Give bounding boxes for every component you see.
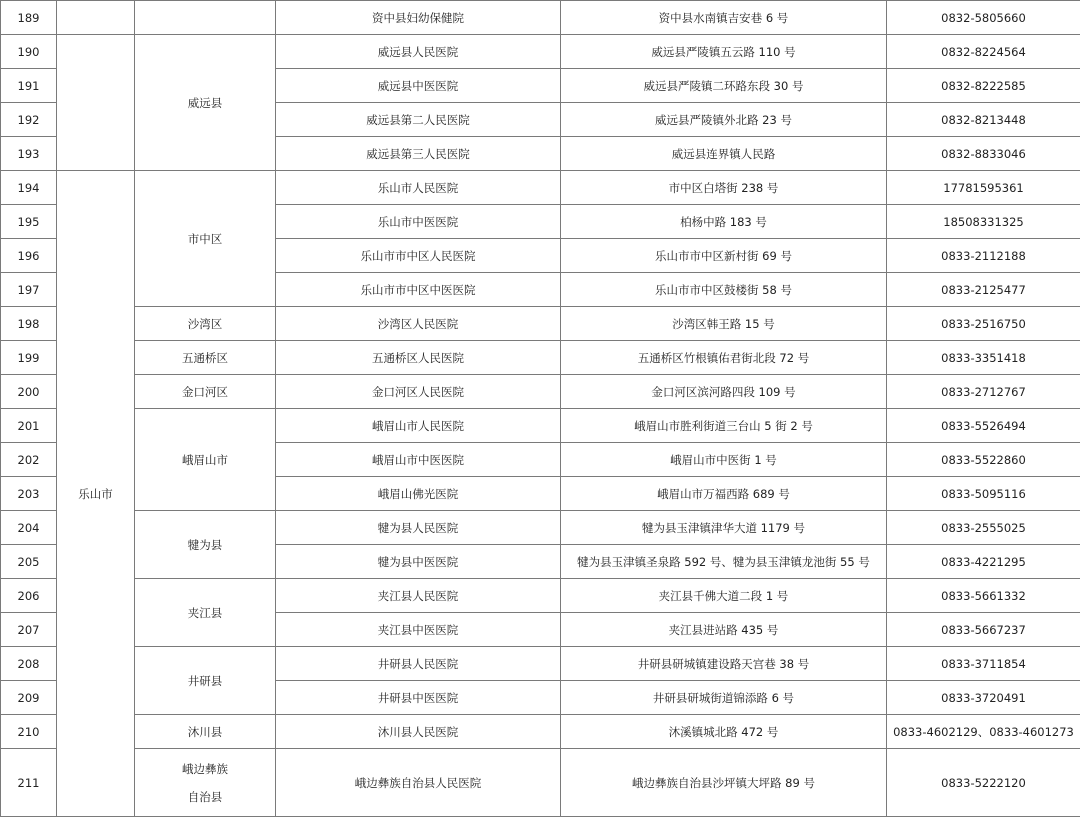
hospital-name: 井研县人民医院: [276, 647, 561, 681]
hospital-name: 沙湾区人民医院: [276, 307, 561, 341]
hospital-phone: 0833-5661332: [887, 579, 1080, 613]
hospital-name: 峨眉山佛光医院: [276, 477, 561, 511]
table-row: [1, 579, 1080, 613]
row-number: 198: [1, 307, 57, 341]
hospital-name: 五通桥区人民医院: [276, 341, 561, 375]
row-number: 202: [1, 443, 57, 477]
hospital-phone: 0833-2516750: [887, 307, 1080, 341]
hospital-name: 峨眉山市中医医院: [276, 443, 561, 477]
hospital-phone: 0833-2112188: [887, 239, 1080, 273]
row-number: 194: [1, 171, 57, 205]
hospital-phone: 17781595361: [887, 171, 1080, 205]
hospital-address: 峨眉山市胜利街道三台山 5 街 2 号: [561, 409, 887, 443]
hospital-phone: 18508331325: [887, 205, 1080, 239]
hospital-phone: 0832-8222585: [887, 69, 1080, 103]
hospital-name: 资中县妇幼保健院: [276, 1, 561, 35]
hospital-name: 金口河区人民医院: [276, 375, 561, 409]
hospital-address: 资中县水南镇吉安巷 6 号: [561, 1, 887, 35]
hospital-name: 犍为县人民医院: [276, 511, 561, 545]
hospital-phone: 0833-4602129、0833-4601273: [887, 715, 1080, 749]
hospital-phone: 0833-3711854: [887, 647, 1080, 681]
hospital-name: 峨眉山市人民医院: [276, 409, 561, 443]
hospital-name: 犍为县中医医院: [276, 545, 561, 579]
hospital-name: 乐山市市中区人民医院: [276, 239, 561, 273]
hospital-address: 峨眉山市中医街 1 号: [561, 443, 887, 477]
table-row: [1, 1, 1080, 35]
county-cell: 井研县: [135, 647, 276, 715]
table-row: [1, 647, 1080, 681]
hospital-name: 威远县人民医院: [276, 35, 561, 69]
city-cell: [57, 35, 135, 171]
hospital-address: 夹江县进站路 435 号: [561, 613, 887, 647]
hospital-phone: 0833-3351418: [887, 341, 1080, 375]
hospital-address: 峨眉山市万福西路 689 号: [561, 477, 887, 511]
county-cell: [135, 1, 276, 35]
row-number: 206: [1, 579, 57, 613]
county-cell: 市中区: [135, 171, 276, 307]
county-cell: 夹江县: [135, 579, 276, 647]
county-cell: 金口河区: [135, 375, 276, 409]
city-cell: 乐山市: [57, 171, 135, 817]
hospital-phone: 0833-5526494: [887, 409, 1080, 443]
row-number: 199: [1, 341, 57, 375]
hospital-address: 夹江县千佛大道二段 1 号: [561, 579, 887, 613]
hospital-name: 井研县中医医院: [276, 681, 561, 715]
row-number: 193: [1, 137, 57, 171]
hospital-address: 威远县严陵镇五云路 110 号: [561, 35, 887, 69]
table-row: [1, 749, 1080, 817]
hospital-name: 威远县第三人民医院: [276, 137, 561, 171]
hospital-address: 井研县研城镇建设路天宫巷 38 号: [561, 647, 887, 681]
hospital-address: 犍为县玉津镇圣泉路 592 号、犍为县玉津镇龙池街 55 号: [561, 545, 887, 579]
row-number: 192: [1, 103, 57, 137]
row-number: 203: [1, 477, 57, 511]
hospital-phone: 0832-5805660: [887, 1, 1080, 35]
row-number: 211: [1, 749, 57, 817]
row-number: 210: [1, 715, 57, 749]
county-cell: 五通桥区: [135, 341, 276, 375]
row-number: 197: [1, 273, 57, 307]
hospital-phone: 0833-5667237: [887, 613, 1080, 647]
county-cell: 犍为县: [135, 511, 276, 579]
hospital-phone: 0832-8224564: [887, 35, 1080, 69]
hospital-phone: 0832-8833046: [887, 137, 1080, 171]
county-cell: 沐川县: [135, 715, 276, 749]
row-number: 208: [1, 647, 57, 681]
hospital-address: 沙湾区韩王路 15 号: [561, 307, 887, 341]
hospital-address: 金口河区滨河路四段 109 号: [561, 375, 887, 409]
hospital-phone: 0832-8213448: [887, 103, 1080, 137]
hospital-name: 峨边彝族自治县人民医院: [276, 749, 561, 817]
hospital-address: 乐山市市中区新村街 69 号: [561, 239, 887, 273]
hospital-name: 乐山市人民医院: [276, 171, 561, 205]
hospital-phone: 0833-5095116: [887, 477, 1080, 511]
hospital-phone: 0833-4221295: [887, 545, 1080, 579]
hospital-address: 威远县严陵镇二环路东段 30 号: [561, 69, 887, 103]
hospital-name: 夹江县人民医院: [276, 579, 561, 613]
hospital-phone: 0833-5222120: [887, 749, 1080, 817]
row-number: 200: [1, 375, 57, 409]
hospital-phone: 0833-5522860: [887, 443, 1080, 477]
hospital-name: 乐山市市中区中医医院: [276, 273, 561, 307]
hospital-name: 威远县中医医院: [276, 69, 561, 103]
county-line: 自治县: [187, 789, 223, 804]
county-cell: 沙湾区: [135, 307, 276, 341]
table-row: [1, 409, 1080, 443]
hospital-address: 乐山市市中区鼓楼街 58 号: [561, 273, 887, 307]
hospital-address: 市中区白塔街 238 号: [561, 171, 887, 205]
hospital-phone: 0833-3720491: [887, 681, 1080, 715]
hospital-phone: 0833-2712767: [887, 375, 1080, 409]
hospital-address: 五通桥区竹根镇佑君街北段 72 号: [561, 341, 887, 375]
row-number: 209: [1, 681, 57, 715]
row-number: 195: [1, 205, 57, 239]
county-cell: [135, 749, 276, 817]
table-row: [1, 341, 1080, 375]
hospital-address: 威远县连界镇人民路: [561, 137, 887, 171]
row-number: 201: [1, 409, 57, 443]
row-number: 196: [1, 239, 57, 273]
hospital-address: 沐溪镇城北路 472 号: [561, 715, 887, 749]
hospital-address: 峨边彝族自治县沙坪镇大坪路 89 号: [561, 749, 887, 817]
table-row: [1, 35, 1080, 69]
hospital-name: 乐山市中医医院: [276, 205, 561, 239]
hospital-address: 柏杨中路 183 号: [561, 205, 887, 239]
county-cell: 峨眉山市: [135, 409, 276, 511]
hospital-address: 犍为县玉津镇津华大道 1179 号: [561, 511, 887, 545]
row-number: 191: [1, 69, 57, 103]
table-row: [1, 307, 1080, 341]
row-number: 207: [1, 613, 57, 647]
city-cell: [57, 1, 135, 35]
hospital-name: 威远县第二人民医院: [276, 103, 561, 137]
row-number: 205: [1, 545, 57, 579]
hospital-phone: 0833-2125477: [887, 273, 1080, 307]
row-number: 189: [1, 1, 57, 35]
hospital-name: 夹江县中医医院: [276, 613, 561, 647]
hospital-address: 威远县严陵镇外北路 23 号: [561, 103, 887, 137]
table-row: [1, 715, 1080, 749]
row-number: 204: [1, 511, 57, 545]
county-line: 峨边彝族: [182, 761, 228, 776]
county-cell: 威远县: [135, 35, 276, 171]
table-row: [1, 375, 1080, 409]
row-number: 190: [1, 35, 57, 69]
hospital-address: 井研县研城街道锦添路 6 号: [561, 681, 887, 715]
table-row: [1, 171, 1080, 205]
hospital-name: 沐川县人民医院: [276, 715, 561, 749]
table-row: [1, 511, 1080, 545]
hospital-phone: 0833-2555025: [887, 511, 1080, 545]
